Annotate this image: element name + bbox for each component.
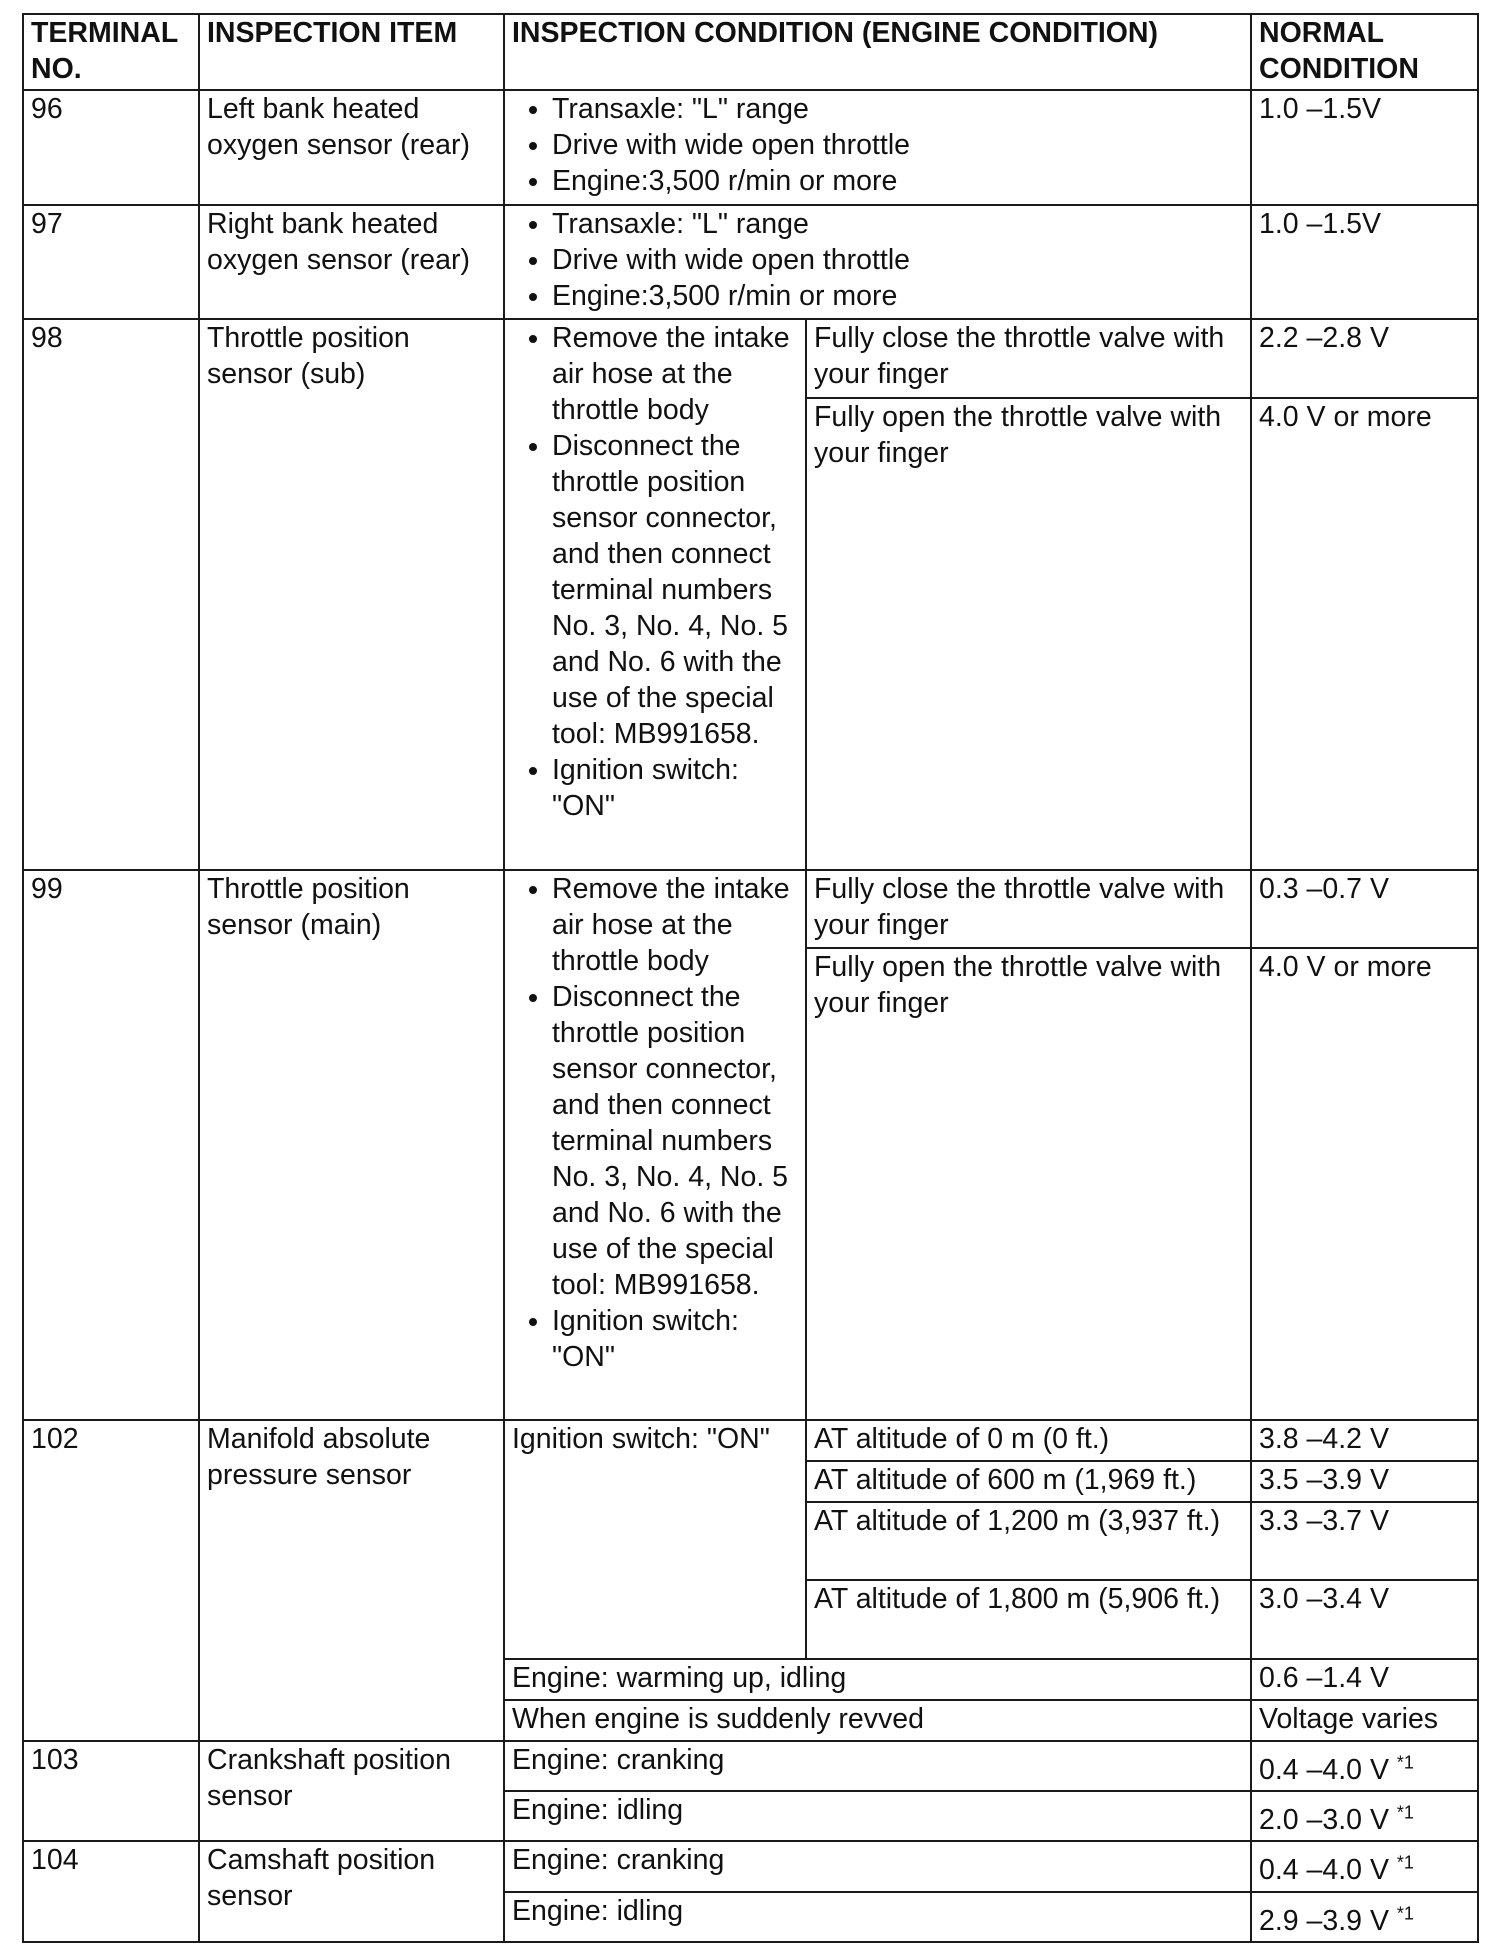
normal-condition: 4.0 V or more bbox=[1251, 398, 1478, 870]
altitude-condition: AT altitude of 600 m (1,969 ft.) bbox=[806, 1461, 1251, 1502]
sub-condition: Fully close the throttle valve with your finger bbox=[806, 319, 1251, 397]
normal-condition: 1.0 –1.5V bbox=[1251, 90, 1478, 204]
condition-bullet: • Drive with wide open throttle bbox=[552, 242, 1243, 278]
normal-condition bbox=[1251, 1791, 1478, 1841]
table-row-96 bbox=[23, 90, 1478, 204]
inspection-condition bbox=[504, 205, 1251, 319]
altitude-condition: AT altitude of 1,800 m (5,906 ft.) bbox=[806, 1580, 1251, 1658]
inspection-condition bbox=[504, 870, 806, 1420]
footnote-mark: *1 bbox=[1396, 1752, 1414, 1773]
table-row-98 bbox=[23, 319, 1478, 397]
condition-bullet: • Disconnect the throttle position sensor connector, and then connect terminal numbers No. 3, No. 4, No. 5 and No. 6 with the use of the special tool: MB991658. bbox=[552, 979, 798, 1303]
normal-condition: 3.8 –4.2 V bbox=[1251, 1420, 1478, 1461]
inspection-item: Left bank heated oxygen sensor (rear) bbox=[199, 90, 504, 204]
table-row-102 bbox=[23, 1420, 1478, 1461]
inspection-condition: Engine: idling bbox=[504, 1791, 1251, 1841]
table-row-103 bbox=[23, 1741, 1478, 1791]
condition-bullet: • Disconnect the throttle position sensor connector, and then connect terminal numbers No. 3, No. 4, No. 5 and No. 6 with the use of the special tool: MB991658. bbox=[552, 428, 798, 752]
condition-bullet: • Transaxle: "L" range bbox=[552, 91, 1243, 127]
terminal-no: 99 bbox=[23, 870, 199, 1420]
normal-value: 2.0 –3.0 V bbox=[1259, 1804, 1389, 1837]
inspection-condition: Engine: cranking bbox=[504, 1841, 1251, 1891]
condition-bullet: • Transaxle: "L" range bbox=[552, 206, 1243, 242]
altitude-condition: AT altitude of 1,200 m (3,937 ft.) bbox=[806, 1502, 1251, 1580]
terminal-no: 103 bbox=[23, 1741, 199, 1841]
inspection-condition: When engine is suddenly revved bbox=[504, 1700, 1251, 1741]
terminal-no: 96 bbox=[23, 90, 199, 204]
normal-value: 0.4 –4.0 V bbox=[1259, 1854, 1389, 1887]
normal-condition bbox=[1251, 1892, 1478, 1942]
normal-condition: Voltage varies bbox=[1251, 1700, 1478, 1741]
altitude-condition: AT altitude of 0 m (0 ft.) bbox=[806, 1420, 1251, 1461]
footnote-mark: *1 bbox=[1396, 1852, 1414, 1873]
terminal-no: 97 bbox=[23, 205, 199, 319]
condition-bullet: • Engine:3,500 r/min or more bbox=[552, 163, 1243, 199]
inspection-condition: Engine: cranking bbox=[504, 1741, 1251, 1791]
header-row bbox=[23, 14, 1478, 90]
condition-bullet: • Ignition switch: "ON" bbox=[552, 1303, 798, 1375]
inspection-condition: Engine: idling bbox=[504, 1892, 1251, 1942]
table-row-99 bbox=[23, 870, 1478, 948]
inspection-condition bbox=[504, 90, 1251, 204]
footnote-mark: *1 bbox=[1396, 1802, 1414, 1823]
normal-condition: 3.0 –3.4 V bbox=[1251, 1580, 1478, 1658]
header-inspection-item: INSPECTION ITEM bbox=[199, 14, 504, 90]
normal-value: 0.4 –4.0 V bbox=[1259, 1754, 1389, 1787]
header-normal-condition: NORMAL CONDITION bbox=[1251, 14, 1478, 90]
normal-condition: 3.3 –3.7 V bbox=[1251, 1502, 1478, 1580]
inspection-item: Throttle position sensor (sub) bbox=[199, 319, 504, 869]
footnote-mark: *1 bbox=[1396, 1903, 1414, 1924]
inspection-condition bbox=[504, 319, 806, 869]
table-row-97 bbox=[23, 205, 1478, 319]
condition-bullet: • Drive with wide open throttle bbox=[552, 127, 1243, 163]
normal-condition: 2.2 –2.8 V bbox=[1251, 319, 1478, 397]
header-terminal-no: TERMINAL NO. bbox=[23, 14, 199, 90]
condition-bullet: • Ignition switch: "ON" bbox=[552, 752, 798, 824]
normal-condition: 1.0 –1.5V bbox=[1251, 205, 1478, 319]
normal-value: 2.9 –3.9 V bbox=[1259, 1904, 1389, 1937]
normal-condition bbox=[1251, 1741, 1478, 1791]
condition-bullet: • Remove the intake air hose at the throttle body bbox=[552, 871, 798, 979]
normal-condition: 4.0 V or more bbox=[1251, 948, 1478, 1420]
terminal-no: 104 bbox=[23, 1841, 199, 1942]
inspection-item: Right bank heated oxygen sensor (rear) bbox=[199, 205, 504, 319]
inspection-item: Crankshaft position sensor bbox=[199, 1741, 504, 1841]
terminal-no: 98 bbox=[23, 319, 199, 869]
inspection-table bbox=[22, 13, 1479, 1943]
inspection-item: Throttle position sensor (main) bbox=[199, 870, 504, 1420]
normal-condition: 0.6 –1.4 V bbox=[1251, 1659, 1478, 1700]
condition-bullet: • Remove the intake air hose at the throttle body bbox=[552, 320, 798, 428]
terminal-no: 102 bbox=[23, 1420, 199, 1741]
sub-condition: Fully open the throttle valve with your finger bbox=[806, 948, 1251, 1420]
inspection-item: Manifold absolute pressure sensor bbox=[199, 1420, 504, 1741]
inspection-condition: Engine: warming up, idling bbox=[504, 1659, 1251, 1700]
table-row-104 bbox=[23, 1841, 1478, 1891]
normal-condition bbox=[1251, 1841, 1478, 1891]
inspection-item: Camshaft position sensor bbox=[199, 1841, 504, 1942]
normal-condition: 3.5 –3.9 V bbox=[1251, 1461, 1478, 1502]
inspection-condition: Ignition switch: "ON" bbox=[504, 1420, 806, 1659]
condition-bullet: • Engine:3,500 r/min or more bbox=[552, 278, 1243, 314]
sub-condition: Fully open the throttle valve with your finger bbox=[806, 398, 1251, 870]
sub-condition: Fully close the throttle valve with your finger bbox=[806, 870, 1251, 948]
normal-condition: 0.3 –0.7 V bbox=[1251, 870, 1478, 948]
header-inspection-condition: INSPECTION CONDITION (ENGINE CONDITION) bbox=[504, 14, 1251, 90]
